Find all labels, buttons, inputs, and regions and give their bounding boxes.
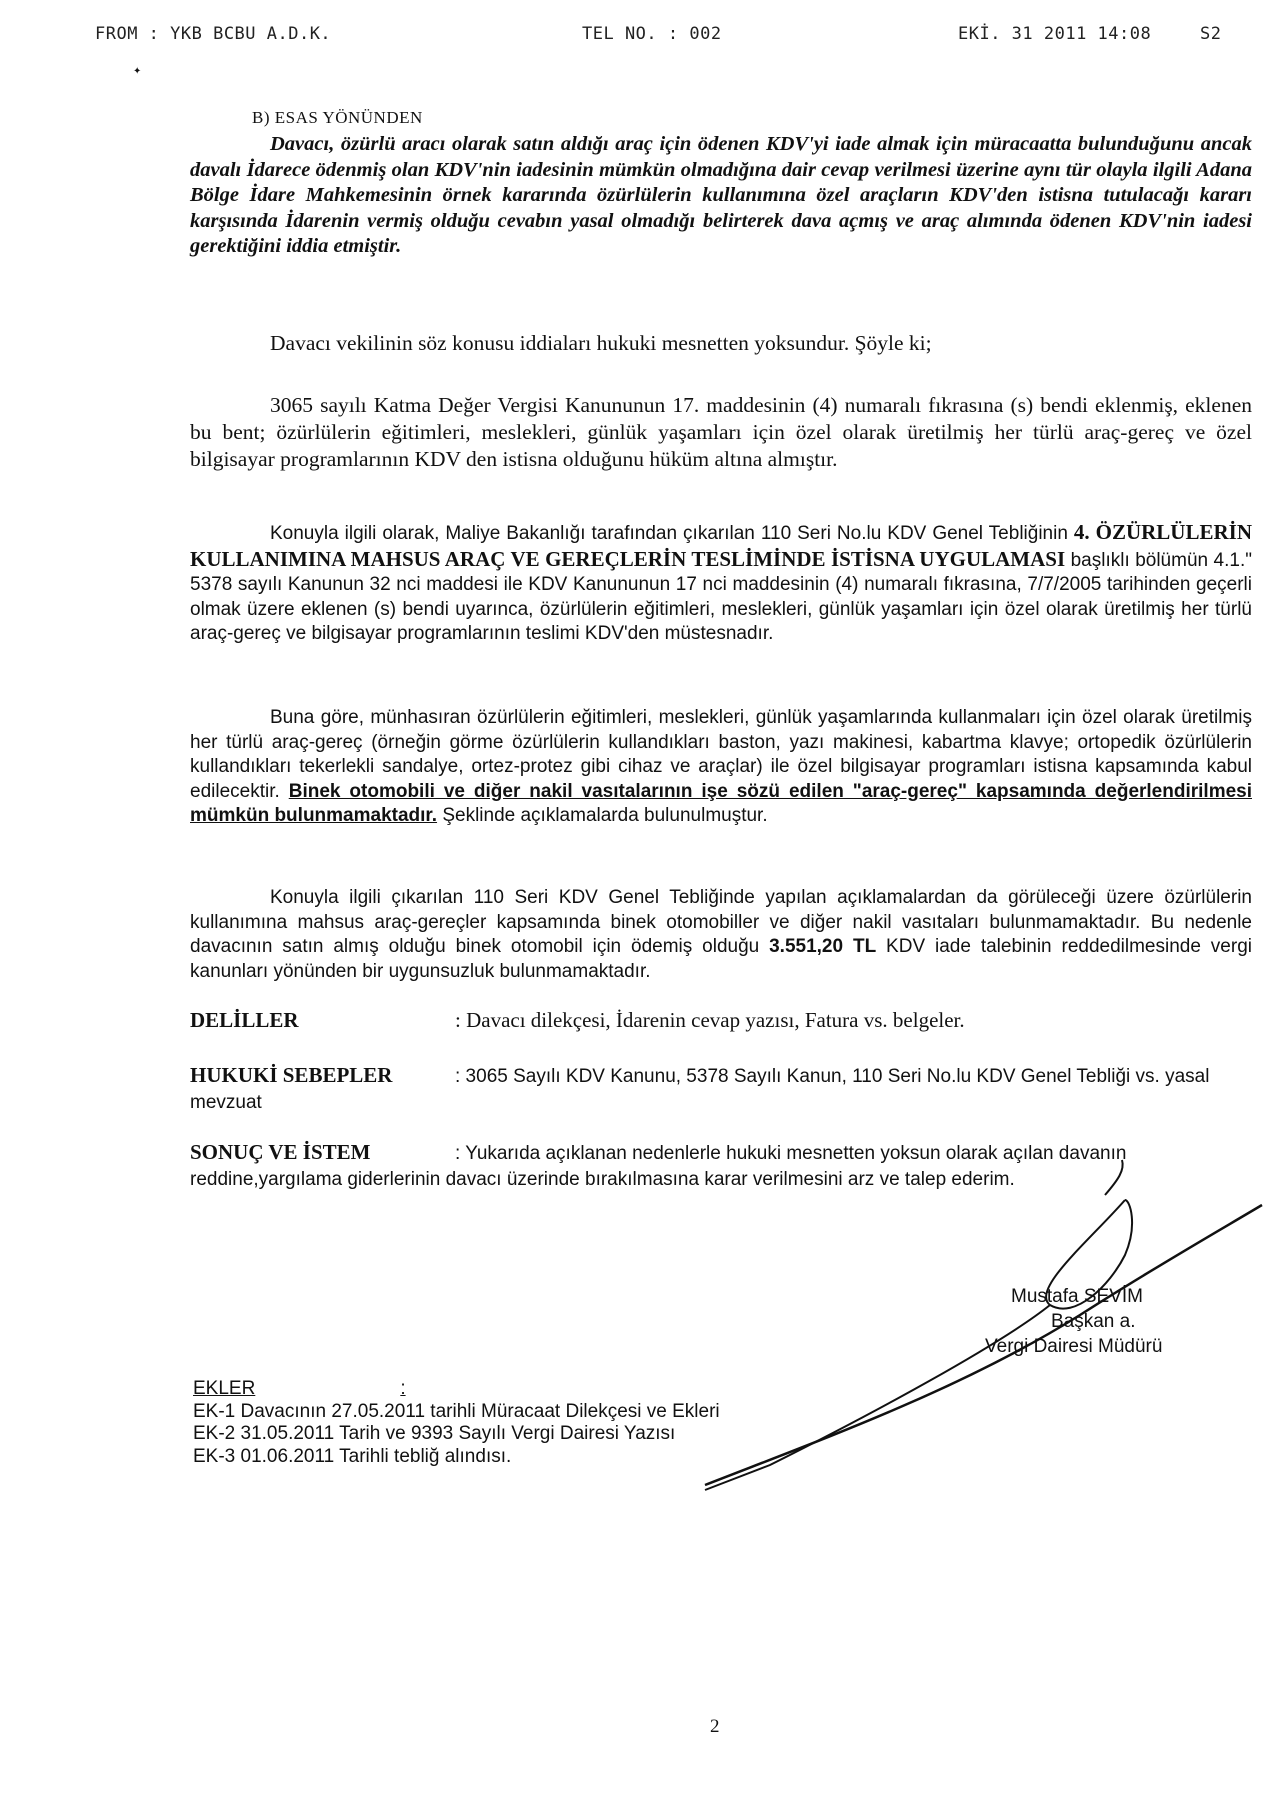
paragraph-5-start: Konuyla ilgili çıkarılan 110 Seri KDV Genel Tebliğinde yapılan açıklamalardan da görüleceği üzere özürlülerin kullanımına mahsus araç-gereçler kapsamında binek otomobiller ve diğer nakil vasıtaları bulunmamaktadır. Bu nedenle davacının satın almış olduğu binek otomobil için ödemiş olduğu	[190, 887, 1252, 957]
sonuc-label: SONUÇ VE İSTEM	[190, 1140, 371, 1164]
paragraph-4-start: Buna göre, münhasıran özürlülerin eğitimleri, meslekleri, günlük yaşamlarında kullanmaları için özel olarak üretilmiş her türlü araç-gereç (örneğin görme özürlülerin kullandıkları baston, yazı makinesi, kabartma klavye; ortopedik özürlülerin kullandıkları tekerlekli sandalye, ortez-protez gibi cihaz ve araçlar) ile özel bilgisayar programları istisna kapsamında kabul edilecektir.	[190, 707, 1252, 802]
attachment-item: EK-3 01.06.2011 Tarihli tebliğ alındısı.	[193, 1445, 512, 1467]
hukuki-value: : 3065 Sayılı KDV Kanunu, 5378 Sayılı Kanun, 110 Seri No.lu KDV Genel Tebliği vs. yasal mevzuat	[190, 1066, 1210, 1113]
signature-stroke-main	[705, 1205, 1262, 1485]
paragraph-4-end: Şeklinde açıklamalarda bulunulmuştur.	[437, 805, 768, 826]
deliller-row	[190, 1008, 1252, 1032]
page-number: 2	[710, 1716, 720, 1737]
attachments-list	[193, 1378, 720, 1468]
scan-mark-icon: ✦	[133, 66, 142, 77]
signatory-block	[985, 1284, 1163, 1359]
signatory-name: Mustafa SEVİM	[1011, 1286, 1143, 1307]
signatory-title1: Başkan a.	[1051, 1311, 1136, 1332]
attachment-item: EK-1 Davacının 27.05.2011 tarihli Müracaat Dilekçesi ve Ekleri	[193, 1400, 720, 1422]
signatory-title2: Vergi Dairesi Müdürü	[985, 1336, 1163, 1357]
paragraph-3-end: başlıklı bölümün 4.1." 5378 sayılı Kanunun 32 nci maddesi ile KDV Kanununun 17 nci maddesinin (4) numaralı fıkrasına, 7/7/2005 tarihinden geçerli olmak üzere eklenen (s) bendi uyarınca, özürlülerin eğitimleri, meslekleri, günlük yaşamları için özel olarak üretilmiş her türlü araç-gereç ve bilgisayar programlarının teslimi KDV'den müstesnadır.	[190, 549, 1252, 644]
paragraph-1: Davacı vekilinin söz konusu iddiaları hukuki mesnetten yoksundur. Şöyle ki;	[270, 331, 932, 355]
signature-stroke-tail	[705, 1305, 1050, 1490]
attachments-heading	[193, 1378, 720, 1401]
paragraph-5-end: KDV iade talebinin reddedilmesinde vergi kanunları yönünden bir uygunsuzluk bulunmamaktadır.	[190, 936, 1252, 982]
fax-header-page-code: S2	[1200, 24, 1222, 44]
fax-header-date: EKİ. 31 2011 14:08	[958, 24, 1152, 44]
fax-header-from: FROM : YKB BCBU A.D.K.	[95, 24, 332, 44]
deliller-label: DELİLLER	[190, 1008, 299, 1032]
section-title: B) ESAS YÖNÜNDEN	[252, 108, 423, 127]
attachments-title: EKLER	[193, 1378, 256, 1399]
paragraph-4	[190, 706, 1252, 829]
deliller-value: : Davacı dilekçesi, İdarenin cevap yazısı, Fatura vs. belgeler.	[455, 1008, 965, 1032]
hukuki-row	[190, 1063, 1252, 1115]
paragraph-3-start: Konuyla ilgili olarak, Maliye Bakanlığı tarafından çıkarılan 110 Seri No.lu KDV Genel Tebliğinin	[270, 523, 1074, 544]
claim-paragraph: Davacı, özürlü aracı olarak satın aldığı araç için ödenen KDV'yi iade almak için müracaatta bulunduğunu ancak davalı İdarece ödenmiş olan KDV'nin iadesinin mümkün olmadığına dair cevap verilmesi üzerine aynı tür olayla ilgili Adana Bölge İdare Mahkemesinin örnek kararında özürlülerin kullanımına özel araçların KDV'den istisna tutulacağı kararı karşısında İdarenin vermiş olduğu cevabın yasal olmadığı belirterek dava açmış ve araç alımında ödenen KDV'nin iadesi gerektiğini iddia etmiştir.	[190, 133, 1252, 257]
paragraph-4-underlined: Binek otomobili ve diğer nakil vasıtalarının işe sözü edilen "araç-gereç" kapsamında değerlendirilmesi mümkün bulunmamaktadır.	[190, 780, 1252, 826]
sonuc-row	[190, 1140, 1252, 1192]
paragraph-5-amount: 3.551,20 TL	[769, 936, 877, 957]
paragraph-5	[190, 886, 1252, 984]
hukuki-label: HUKUKİ SEBEPLER	[190, 1063, 393, 1087]
sonuc-value: : Yukarıda açıklanan nedenlerle hukuki mesnetten yoksun olarak açılan davanın reddine,yargılama giderlerinin davacı üzerinde bırakılmasına karar verilmesini arz ve talep ederim.	[190, 1143, 1127, 1190]
fax-header-tel: TEL NO. : 002	[582, 24, 722, 44]
paragraph-2: 3065 sayılı Katma Değer Vergisi Kanununun 17. maddesinin (4) numaralı fıkrasına (s) bendi eklenmiş, eklenen bu bent; özürlülerin eğitimleri, meslekleri, günlük yaşamları için özel olarak üretilmiş her türlü araç-gereç ve özel bilgisayar programlarının KDV den istisna olduğunu hüküm altına almıştır.	[190, 393, 1252, 471]
attachment-item: EK-2 31.05.2011 Tarih ve 9393 Sayılı Vergi Dairesi Yazısı	[193, 1423, 676, 1444]
paragraph-3-heading: 4. ÖZÜRLÜLERİN KULLANIMINA MAHSUS ARAÇ VE GEREÇLERİN TESLİMİNDE İSTİSNA UYGULAMASI	[190, 520, 1252, 571]
paragraph-3	[190, 520, 1252, 647]
attachments-title-colon: :	[400, 1378, 406, 1399]
